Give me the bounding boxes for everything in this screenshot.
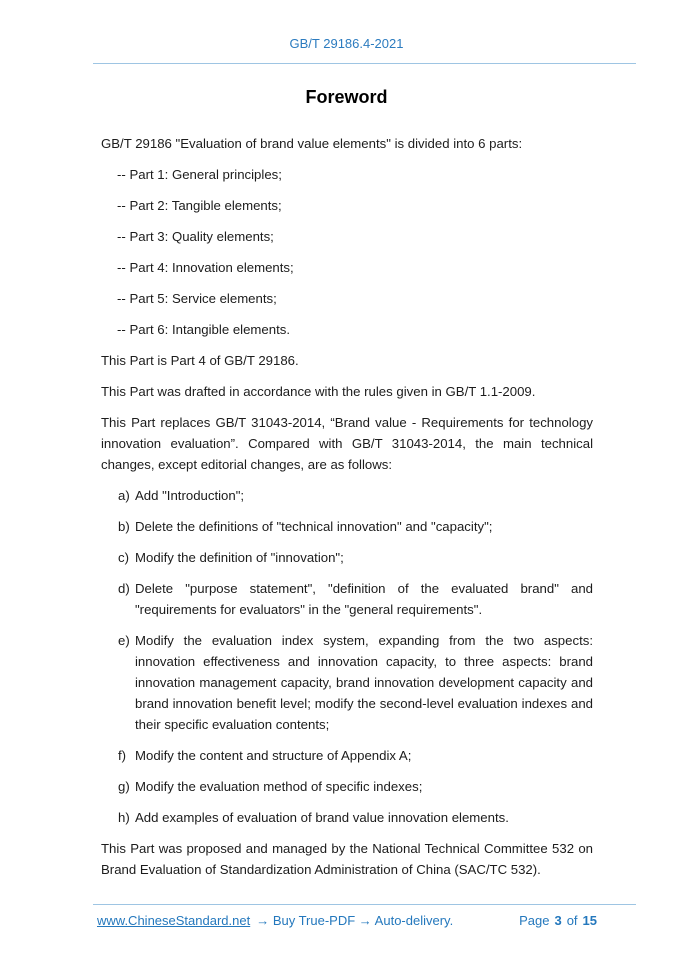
- change-list-item: [101, 485, 593, 506]
- change-text: Modify the definition of "innovation";: [135, 550, 344, 565]
- change-label: b): [118, 519, 130, 534]
- part-list-item: -- Part 2: Tangible elements;: [117, 198, 282, 213]
- part-list-item: -- Part 4: Innovation elements;: [117, 260, 294, 275]
- change-label: g): [118, 779, 130, 794]
- header-rule: [93, 63, 636, 64]
- of-label: of: [566, 913, 578, 928]
- document-footer: [0, 904, 693, 928]
- paragraph-proposed: This Part was proposed and managed by the National Technical Committee 532 on Brand Evaluation of Standardization Administration of China (SAC/TC 532).: [101, 841, 593, 877]
- part-list-item: -- Part 1: General principles;: [117, 167, 282, 182]
- change-text: Delete "purpose statement", "definition of the evaluated brand" and "requirements for evaluators" in the "general requirements".: [135, 581, 593, 617]
- change-text: Modify the content and structure of Appendix A;: [135, 748, 412, 763]
- intro-paragraph: GB/T 29186 "Evaluation of brand value elements" is divided into 6 parts:: [101, 136, 523, 151]
- change-text: Delete the definitions of "technical innovation" and "capacity";: [135, 519, 493, 534]
- page-indicator: [519, 913, 597, 928]
- part-list-item: -- Part 5: Service elements;: [117, 291, 277, 306]
- change-label: h): [118, 810, 130, 825]
- footer-rule: [93, 904, 636, 905]
- paragraph-replaces: This Part replaces GB/T 31043-2014, “Brand value - Requirements for technology innovation evaluation”. Compared with GB/T 31043-2014, the main technical changes, except editorial changes, are as follows:: [101, 415, 593, 472]
- part-list-item: -- Part 3: Quality elements;: [117, 229, 274, 244]
- paragraph-this-part: This Part is Part 4 of GB/T 29186.: [101, 353, 299, 368]
- page-title: Foreword: [305, 87, 388, 107]
- page-total: 15: [582, 913, 597, 928]
- change-list-item: [101, 776, 593, 797]
- footer-tagline: → Buy True-PDF → Auto-delivery.: [256, 913, 454, 928]
- paragraph-drafted: This Part was drafted in accordance with the rules given in GB/T 1.1-2009.: [101, 384, 536, 399]
- footer-link[interactable]: www.ChineseStandard.net: [97, 913, 251, 928]
- change-list-item: [101, 516, 593, 537]
- change-text: Modify the evaluation index system, expanding from the two aspects: innovation effectiveness and innovation capacity, to three aspects: brand innovation management capacity, brand innovation development capacity and brand innovation benefit level; modify the second-level evaluation indexes and their specific evaluation contents;: [135, 633, 593, 732]
- page-current: 3: [554, 913, 562, 928]
- change-label: a): [118, 488, 130, 503]
- doc-number: GB/T 29186.4-2021: [289, 36, 404, 51]
- change-label: c): [118, 550, 129, 565]
- document-body: [101, 133, 593, 880]
- change-label: f): [118, 748, 127, 763]
- change-label: e): [118, 633, 130, 648]
- page-label: Page: [519, 913, 550, 928]
- change-text: Add "Introduction";: [135, 488, 245, 503]
- document-header: [0, 0, 693, 51]
- footer-row: [97, 913, 597, 928]
- change-list-item: [101, 745, 593, 766]
- change-list-item: [101, 578, 593, 620]
- change-label: d): [118, 581, 130, 596]
- change-text: Add examples of evaluation of brand value innovation elements.: [135, 810, 509, 825]
- change-list-item: [101, 807, 593, 828]
- part-list-item: -- Part 6: Intangible elements.: [117, 322, 290, 337]
- footer-info: [97, 913, 453, 928]
- change-list-item: [101, 630, 593, 735]
- change-list-item: [101, 547, 593, 568]
- change-text: Modify the evaluation method of specific indexes;: [135, 779, 423, 794]
